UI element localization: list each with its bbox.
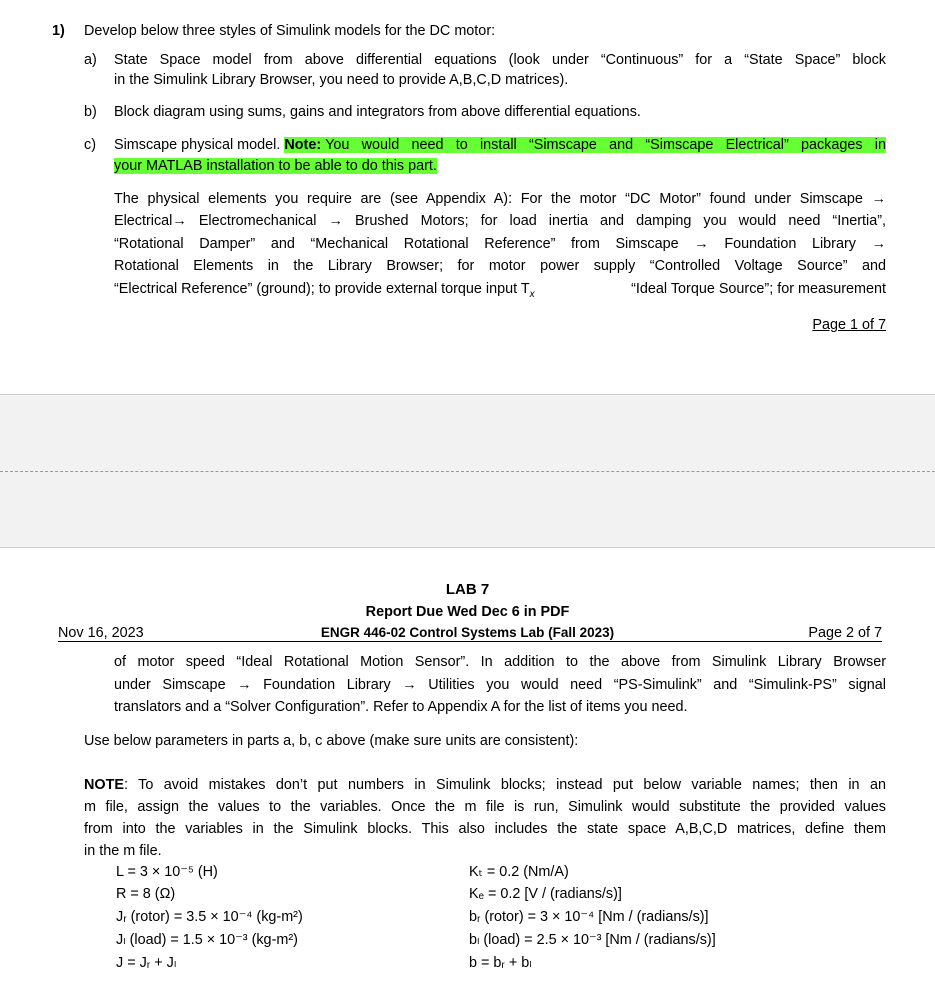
param-resistance: R = 8 (Ω) (116, 886, 176, 902)
phys-line-2: Electrical→ Electromechanical → Brushed Motors; for load inertia and damping you would need “Inertia”, (114, 213, 886, 229)
item-1-text: Develop below three styles of Simulink models for the DC motor: (84, 23, 496, 39)
note-line-1: You would need to install “Simscape and “Simscape Electrical” packages in (325, 137, 886, 153)
param-inductance: L = 3 × 10⁻⁵ (H) (116, 864, 218, 880)
item-b-line-1: Block diagram using sums, gains and integrators from above differential equations. (114, 104, 641, 120)
param-back-emf-constant: Kₑ = 0.2 [V / (radians/s)] (469, 886, 622, 902)
phys-line-5 (114, 281, 886, 300)
phys-line-5-end: “Ideal Torque Source”; for measurement (631, 281, 886, 297)
phys-line-4: Rotational Elements in the Library Browser; for motor power supply “Controlled Voltage Source” and (114, 258, 886, 274)
page-1-footer: Page 1 of 7 (812, 317, 886, 333)
note-label: Note: (284, 137, 322, 153)
torque-subscript: x (529, 288, 535, 300)
header-page-number: Page 2 of 7 (808, 625, 882, 641)
note-text-4: in the m file. (84, 843, 162, 859)
param-rotor-inertia: Jᵣ (rotor) = 3.5 × 10⁻⁴ (kg-m²) (116, 909, 303, 925)
phys-line-5-main: “Electrical Reference” (ground); to provide external torque input T (114, 281, 530, 297)
page-break-line (0, 471, 935, 472)
phys-line-5-text (114, 281, 535, 300)
phys-line-1: The physical elements you require are (see Appendix A): For the motor “DC Motor” found under Simscape → (114, 191, 886, 207)
lab-title: LAB 7 (445, 581, 490, 598)
params-intro: Use below parameters in parts a, b, c above (make sure units are consistent): (84, 733, 579, 749)
param-torque-constant: Kₜ = 0.2 (Nm/A) (469, 864, 569, 880)
param-rotor-damping: bᵣ (rotor) = 3 × 10⁻⁴ [Nm / (radians/s)] (469, 909, 709, 925)
item-1-number: 1) (52, 23, 65, 39)
cont-line-1: of motor speed “Ideal Rotational Motion Sensor”. In addition to the above from Simulink Library Browser (114, 654, 886, 670)
param-load-damping: bₗ (load) = 2.5 × 10⁻³ [Nm / (radians/s)] (469, 932, 716, 948)
report-due: Report Due Wed Dec 6 in PDF (365, 604, 570, 620)
note-text-1: : To avoid mistakes don’t put numbers in Simulink blocks; instead put below variable names; then in an (123, 777, 886, 793)
header-course: ENGR 446-02 Control Systems Lab (Fall 2023) (320, 625, 615, 640)
item-c-line-1 (114, 137, 886, 153)
note-highlight (284, 137, 886, 153)
item-a-label: a) (84, 52, 97, 68)
phys-line-3: “Rotational Damper” and “Mechanical Rotational Reference” from Simscape → Foundation Library → (114, 236, 886, 252)
param-load-inertia: Jₗ (load) = 1.5 × 10⁻³ (kg-m²) (116, 932, 298, 948)
note-line-2: your MATLAB installation to be able to do this part. (114, 158, 437, 174)
param-total-inertia: J = Jᵣ + Jₗ (116, 955, 177, 971)
note-text-2: m file, assign the values to the variables. Once the m file is run, Simulink would substitute the provided values (84, 799, 886, 815)
item-b-label: b) (84, 104, 97, 120)
header-rule (58, 641, 882, 642)
note-text-3: from into the variables in the Simulink blocks. This also includes the state space A,B,C,D matrices, define them (84, 821, 886, 837)
item-a-line-1: State Space model from above differential equations (look under “Continuous” for a “State Space” block (114, 52, 886, 68)
cont-line-2: under Simscape → Foundation Library → Utilities you would need “PS-Simulink” and “Simulink-PS” signal (114, 677, 886, 693)
param-total-damping: b = bᵣ + bₗ (469, 955, 532, 971)
item-c-label: c) (84, 137, 96, 153)
item-a-line-2: in the Simulink Library Browser, you need to provide A,B,C,D matrices). (114, 72, 569, 88)
note-label: NOTE (84, 777, 124, 793)
header-date: Nov 16, 2023 (58, 625, 144, 641)
note-line-1-row (84, 777, 886, 793)
cont-line-3: translators and a “Solver Configuration”. Refer to Appendix A for the list of items you need. (114, 699, 688, 715)
item-c-prefix: Simscape physical model. (114, 137, 281, 153)
